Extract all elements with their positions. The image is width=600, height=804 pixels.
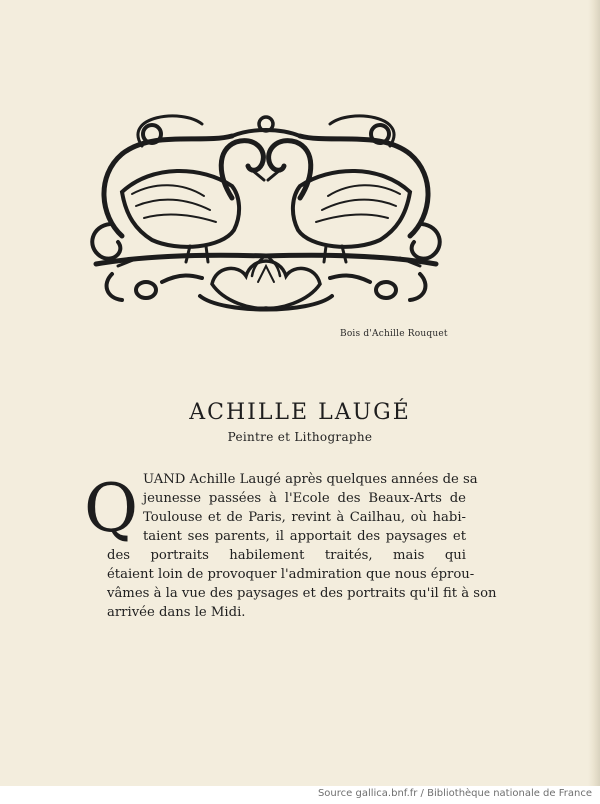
source-attribution: Source gallica.bnf.fr / Bibliothèque nationale de France — [317, 788, 592, 799]
article-title: ACHILLE LAUGÉ — [189, 400, 411, 425]
body-line: jeunesse passées à l'Ecole des Beaux-Arts de — [143, 491, 466, 506]
body-line: taient ses parents, il apportait des paysages et — [143, 529, 466, 544]
woodcut-swans-ornament — [82, 106, 450, 326]
article-subtitle: Peintre et Lithographe — [227, 430, 373, 444]
body-line: étaient loin de provoquer l'admiration que nous éprou- — [107, 567, 475, 582]
body-line: Toulouse et de Paris, revint à Cailhau, où habi- — [143, 510, 466, 525]
body-line: UAND Achille Laugé après quelques années de sa — [143, 472, 478, 487]
woodcut-credit: Bois d'Achille Rouquet — [340, 329, 448, 339]
drop-cap: Q — [84, 470, 139, 547]
body-line: vâmes à la vue des paysages et des portraits qu'il fit à son — [107, 586, 497, 601]
page-edge-shadow — [588, 0, 600, 786]
body-line: des portraits habilement traités, mais qui — [107, 548, 466, 563]
body-line: arrivée dans le Midi. — [107, 605, 246, 620]
